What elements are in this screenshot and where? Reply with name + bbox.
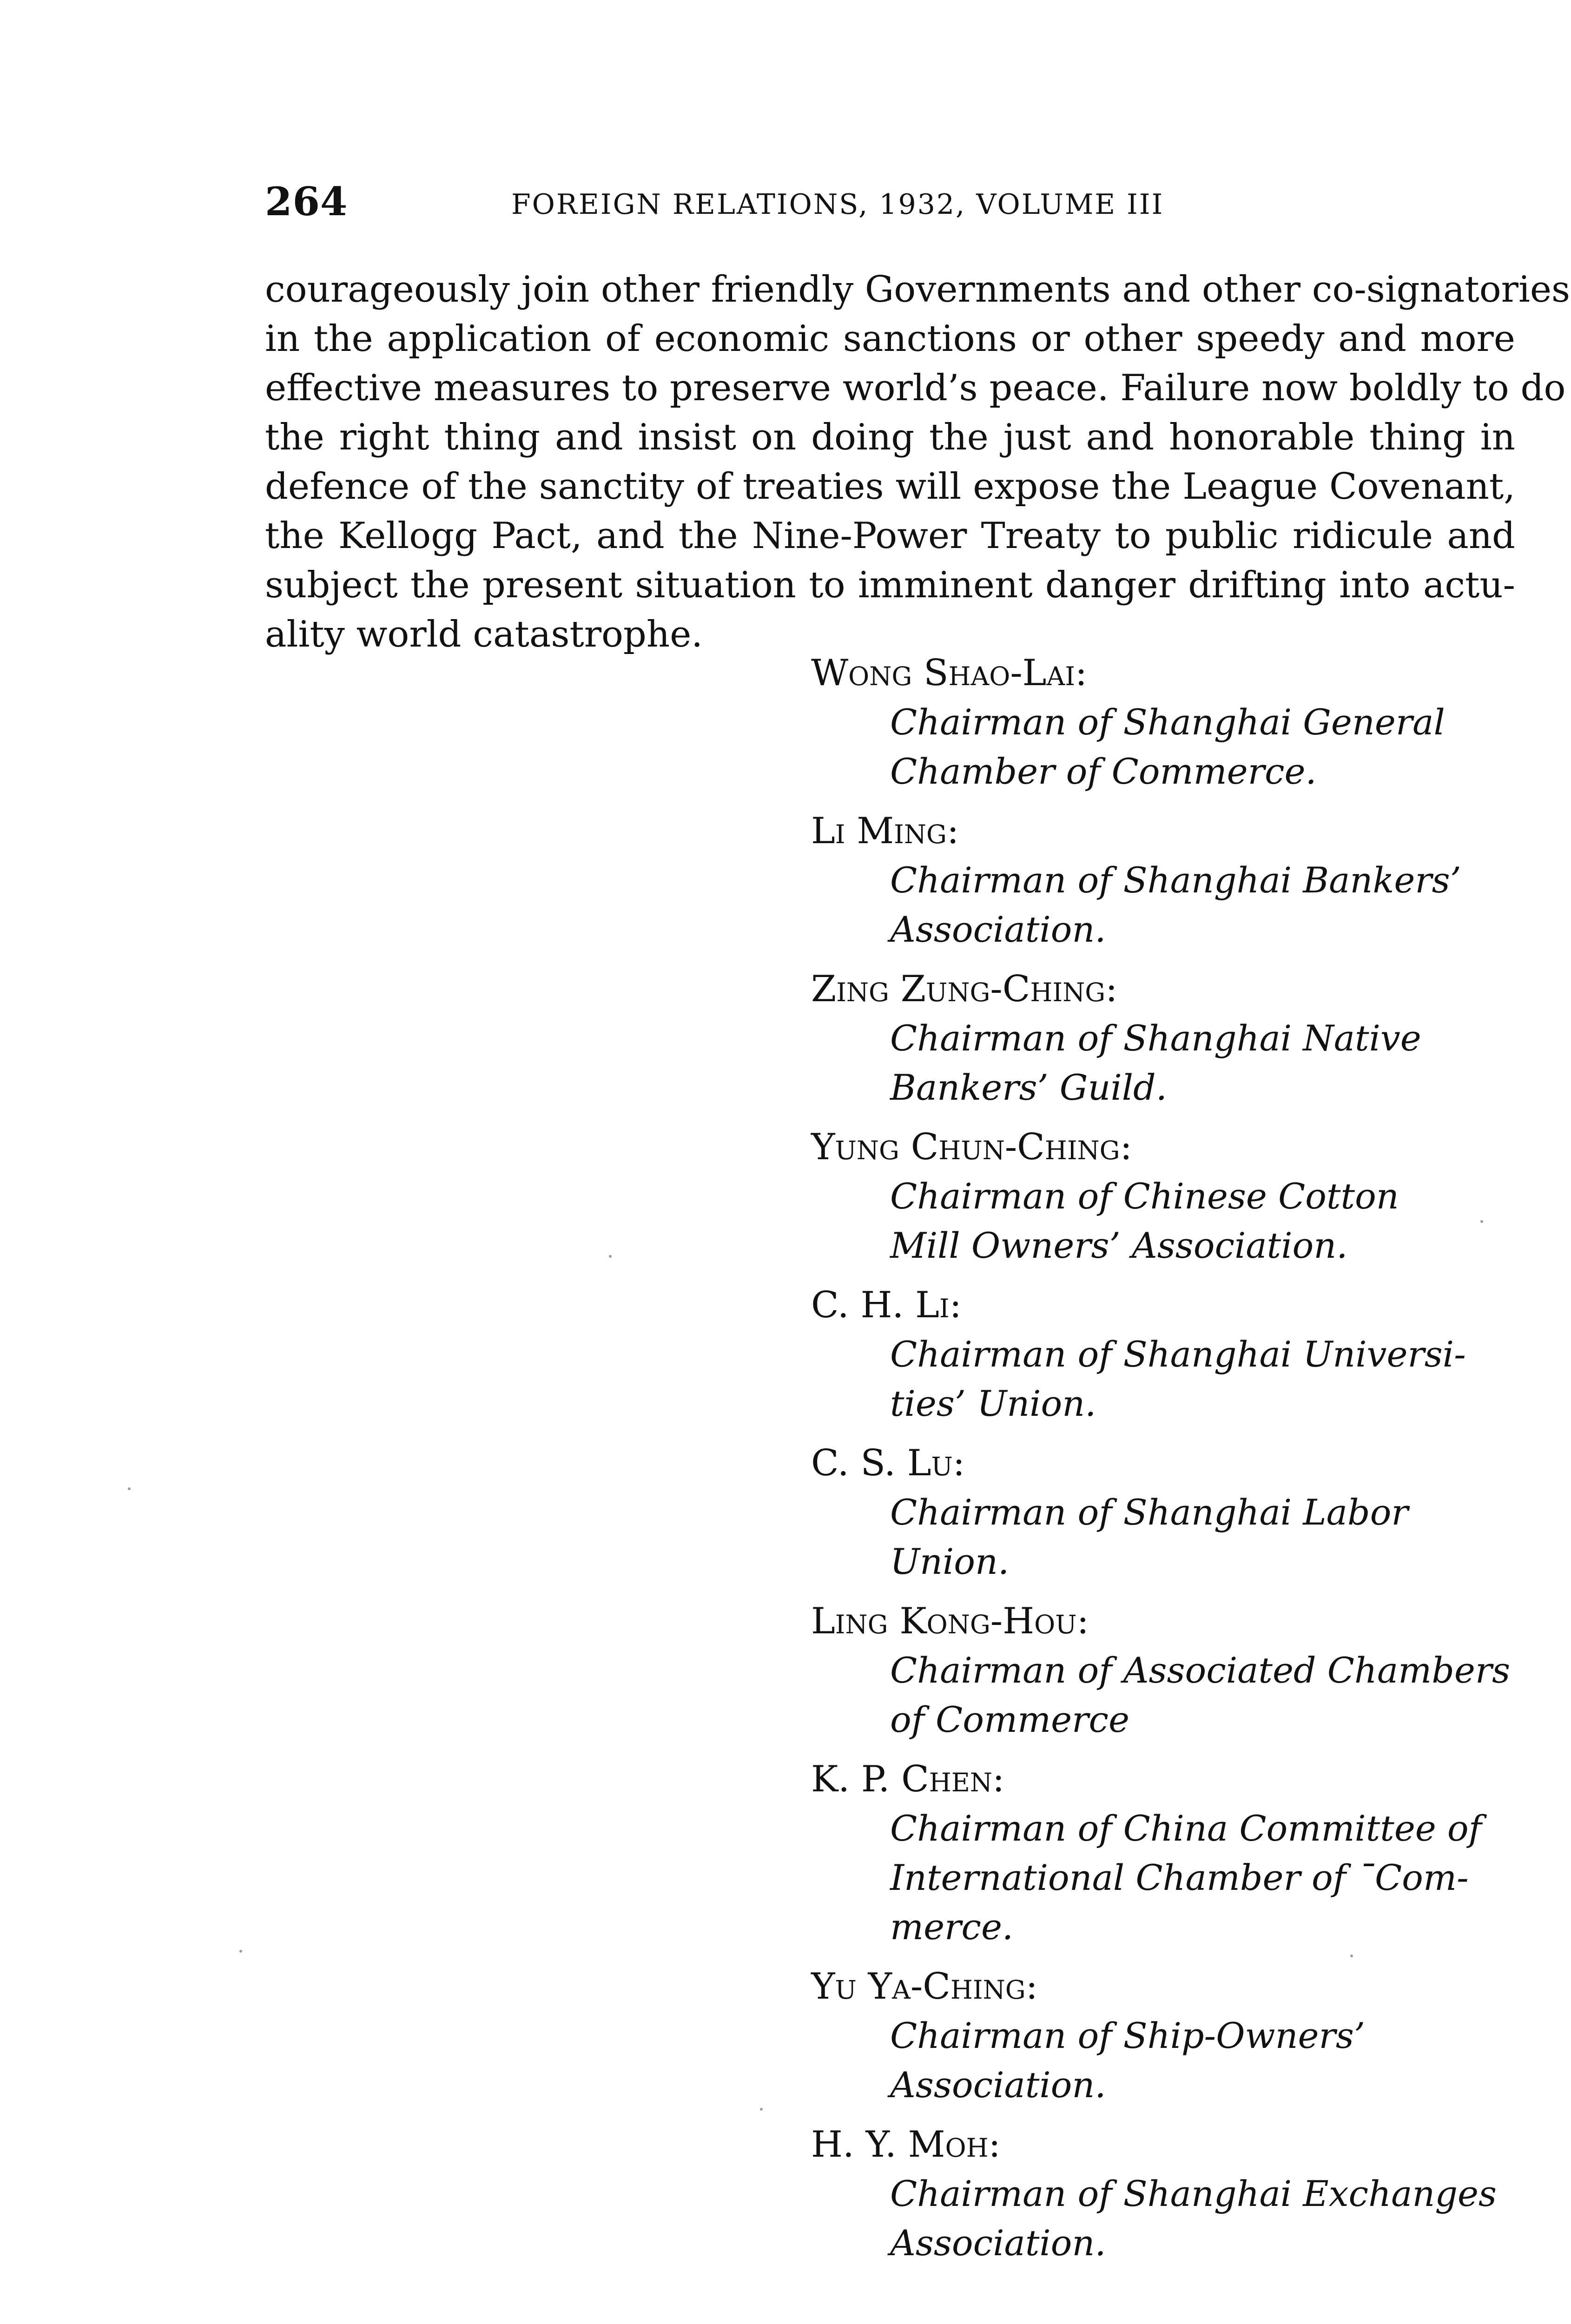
signatory	[811, 1597, 1522, 1744]
signatory-title-line: International Chamber of ˉCom-	[890, 1857, 1469, 1898]
signatory-title-line: Bankers’ Guild.	[890, 1067, 1167, 1108]
signatory-title-line: Association.	[890, 2222, 1106, 2264]
signatory-title-line: Association.	[890, 909, 1106, 950]
signatory-title-line: Chairman of Shanghai Exchanges	[890, 2173, 1497, 2214]
signatory-title-line: Chamber of Commerce.	[890, 751, 1317, 792]
page-number: 264	[265, 178, 348, 224]
signatory-title-line: ties’ Union.	[890, 1383, 1096, 1424]
signatory-title-line: Union.	[890, 1541, 1010, 1582]
signatory-title-line: Mill Owners’ Association.	[890, 1225, 1348, 1266]
signatory	[811, 806, 1522, 954]
signatory-name: Li Ming:	[811, 810, 959, 852]
signatory-name: H. Y. Moh:	[811, 2124, 1001, 2166]
signatory	[811, 1281, 1522, 1428]
signatory-name: Zing Zung-Ching:	[811, 968, 1118, 1010]
signatory-title-line: Chairman of Shanghai General	[890, 701, 1445, 743]
signatory-list	[811, 648, 1522, 2278]
signatory-name: Yung Chun-Ching:	[811, 1126, 1132, 1168]
signatory	[811, 2120, 1522, 2268]
body-line: defence of the sanctity of treaties will expose the League Covenant,	[265, 466, 1515, 508]
body-line: ality world catastrophe.	[265, 614, 703, 655]
body-paragraph	[265, 265, 1571, 659]
running-title: FOREIGN RELATIONS, 1932, VOLUME III	[511, 188, 1164, 221]
signatory	[811, 1439, 1522, 1586]
signatory-title-line: Chairman of China Committee of	[890, 1808, 1482, 1849]
signatory-title-line: Chairman of Shanghai Labor	[890, 1492, 1408, 1533]
scan-speck	[1350, 1954, 1353, 1957]
body-line: effective measures to preserve world’s peace. Failure now boldly to do	[265, 367, 1566, 409]
signatory-name: C. S. Lu:	[811, 1442, 965, 1484]
signatory	[811, 1122, 1522, 1270]
signatory-name: Ling Kong-Hou:	[811, 1600, 1089, 1642]
signatory	[811, 1962, 1522, 2110]
body-line: in the application of economic sanctions or other speedy and more	[265, 318, 1515, 360]
signatory	[811, 964, 1522, 1112]
signatory-title-line: Chairman of Shanghai Universi-	[890, 1334, 1466, 1375]
signatory-title-line: Chairman of Ship-Owners’	[890, 2015, 1365, 2056]
signatory-title-line: Association.	[890, 2064, 1106, 2106]
scan-speck	[128, 1487, 131, 1490]
signatory	[811, 648, 1522, 796]
scan-speck	[760, 2108, 763, 2111]
signatory-title-line: Chairman of Shanghai Native	[890, 1017, 1421, 1059]
body-line: subject the present situation to imminent danger drifting into actu-	[265, 564, 1515, 606]
signatory-name: Wong Shao-Lai:	[811, 652, 1088, 694]
signatory-title-line: Chairman of Associated Chambers	[890, 1650, 1511, 1691]
signatory-title-line: of Commerce	[890, 1699, 1129, 1740]
signatory-title-line: Chairman of Shanghai Bankers’	[890, 859, 1461, 901]
signatory-name: C. H. Li:	[811, 1284, 962, 1326]
scan-speck	[239, 1950, 242, 1953]
body-line: the right thing and insist on doing the just and honorable thing in	[265, 416, 1515, 458]
body-line: courageously join other friendly Governments and other co-signatories	[265, 269, 1571, 310]
signatory-name: Yu Ya-Ching:	[811, 1966, 1038, 2007]
scan-speck	[609, 1255, 612, 1258]
body-line: the Kellogg Pact, and the Nine-Power Treaty to public ridicule and	[265, 515, 1515, 557]
signatory-name: K. P. Chen:	[811, 1758, 1005, 1800]
signatory	[811, 1755, 1522, 1952]
signatory-title-line: Chairman of Chinese Cotton	[890, 1175, 1399, 1217]
scan-speck	[1480, 1220, 1483, 1223]
signatory-title-line: merce.	[890, 1906, 1014, 1948]
